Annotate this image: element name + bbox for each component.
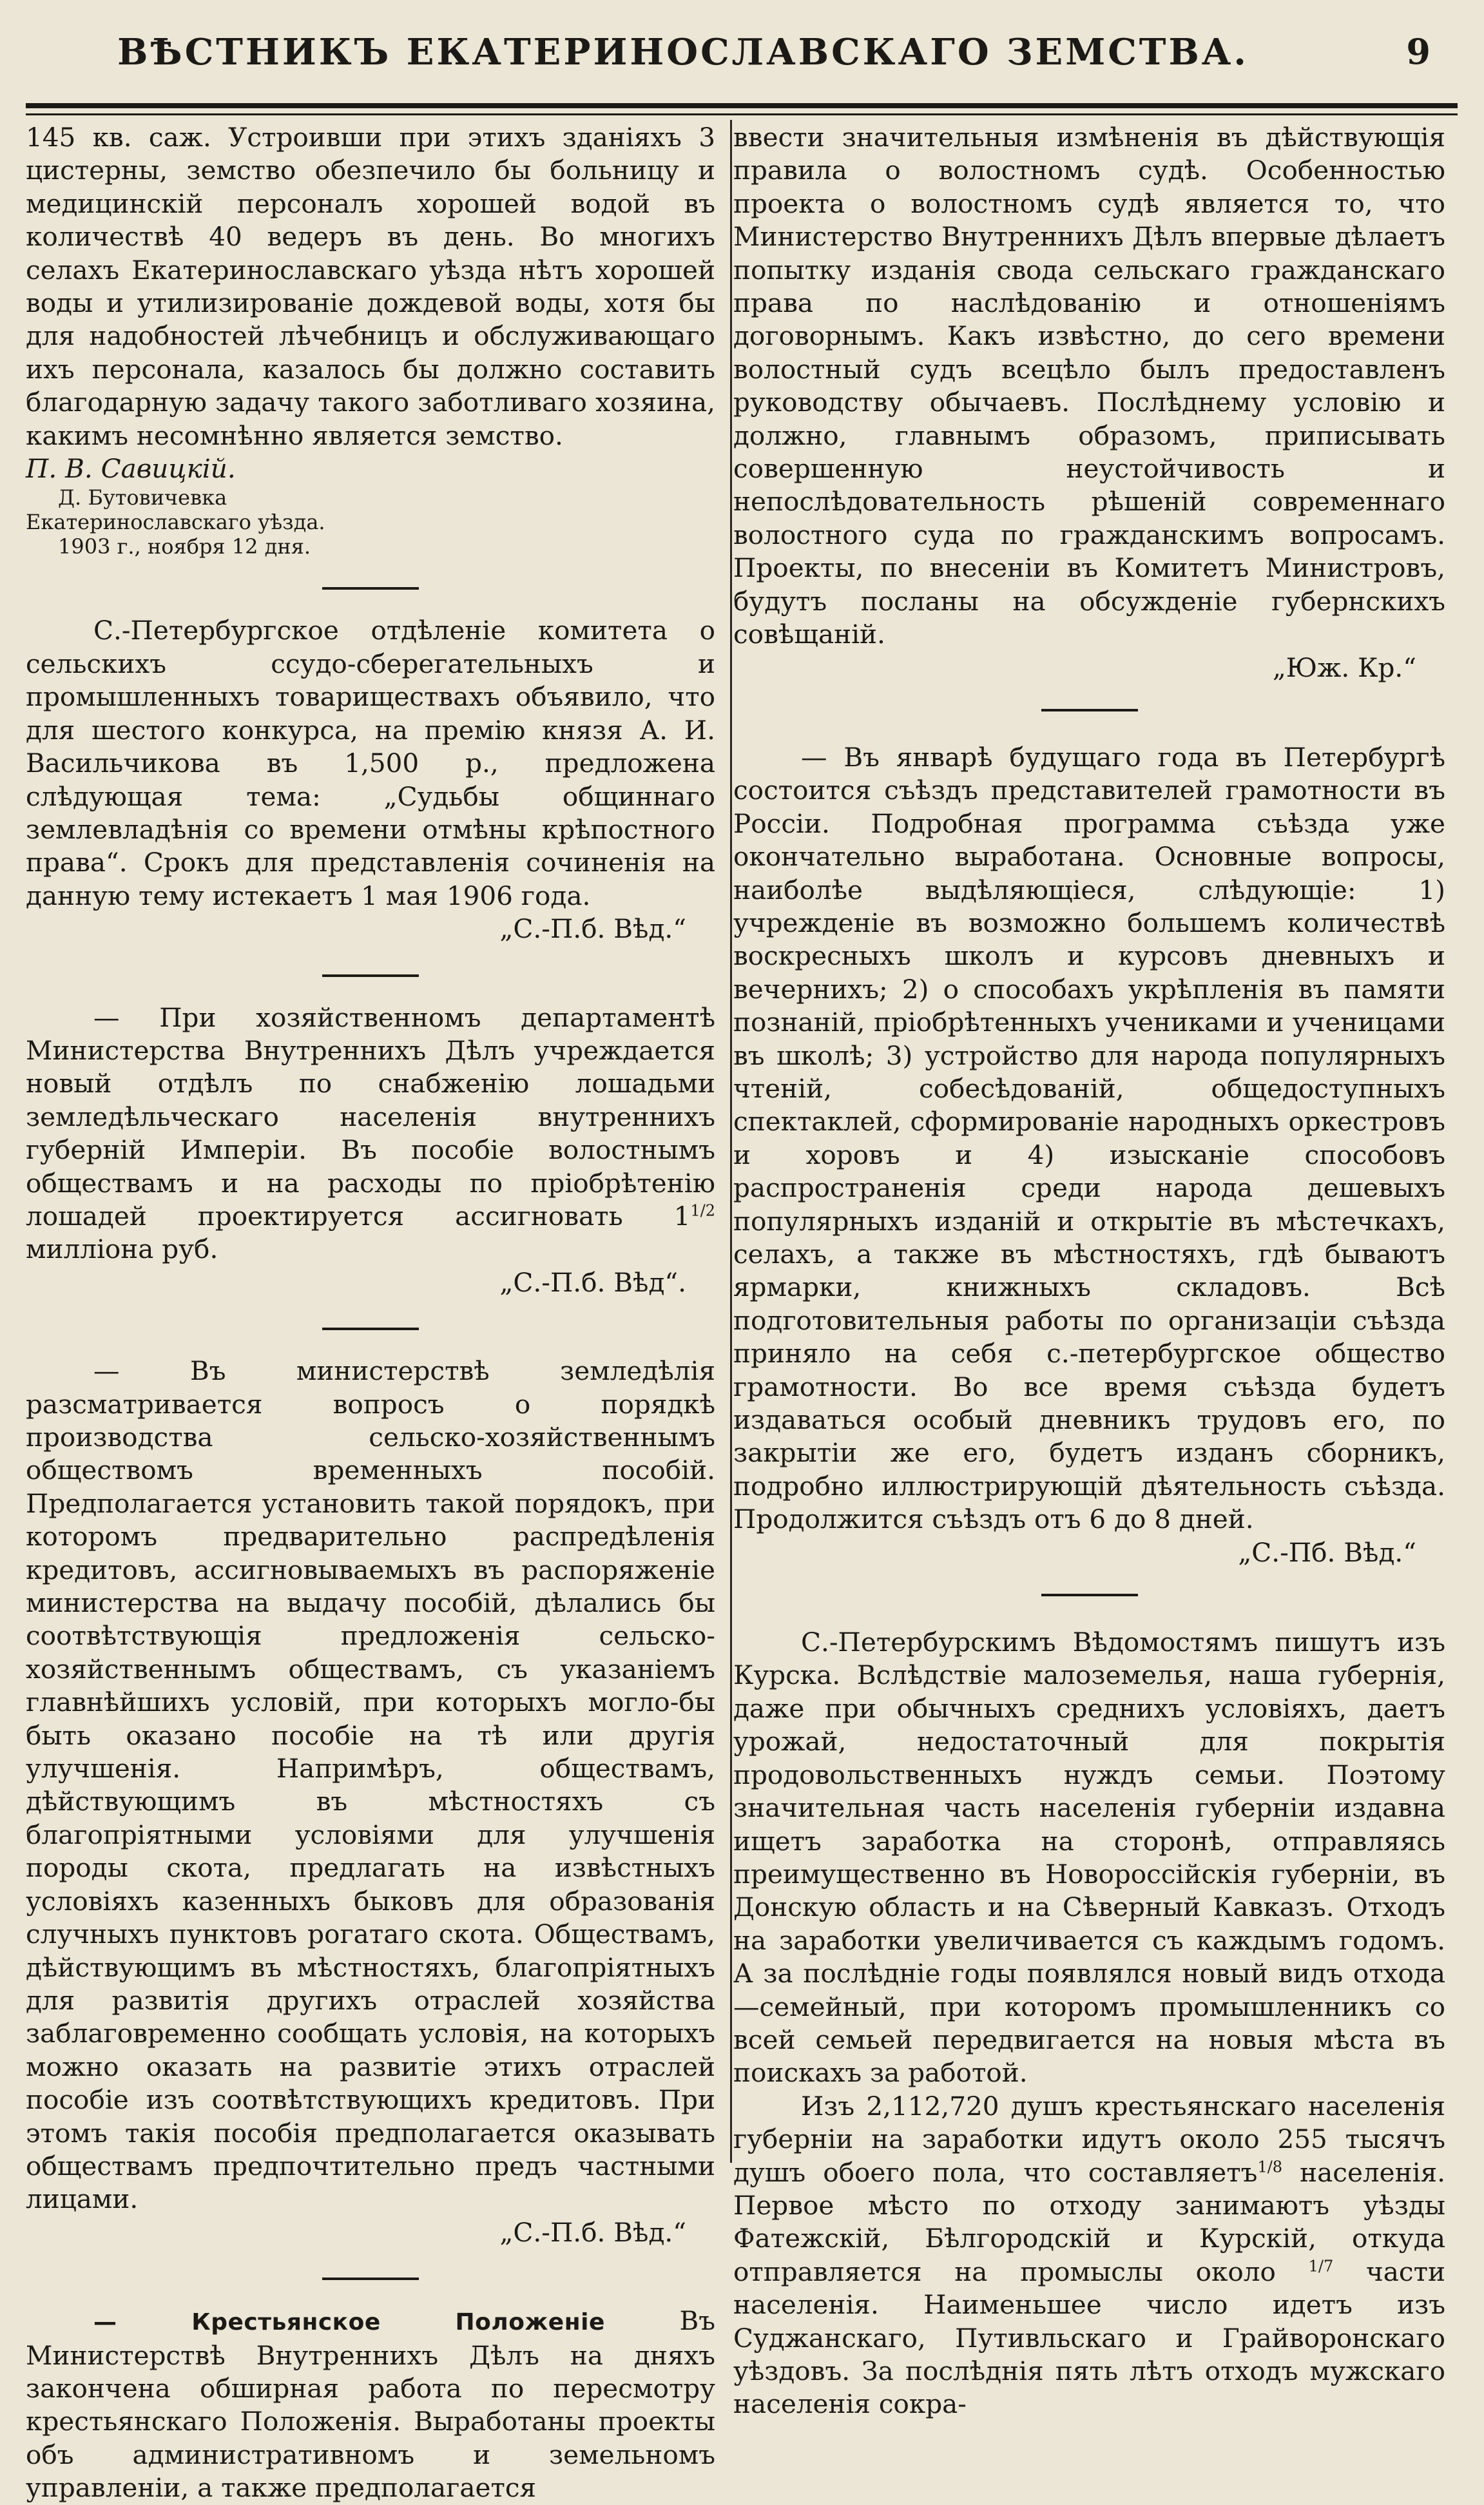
masthead (26, 26, 1456, 84)
article-text (26, 1001, 715, 1266)
article-text-part: части населенія. Наименьшее число идетъ изъ Суджанскаго, Путивльскаго и Грайворонскаго уѣздовъ. За послѣднія пять лѣтъ отходъ мужскаго населенія сокра- (733, 2256, 1445, 2420)
article-lead: — Крестьянское Положеніе (93, 2309, 605, 2336)
article-signature: П. В. Савицкій. (26, 453, 236, 485)
article-source: „С.-Пб. Вѣд.“ (1238, 1536, 1416, 1568)
article-text: 145 кв. саж. Устроивши при этихъ зданіяхъ 3 цистерны, земство обезпечило бы больницу и медицинскій персоналъ хорошей водой въ количествѣ 40 ведеръ въ день. Во многихъ селахъ Екатеринославскаго уѣзда нѣтъ хорошей воды и утилизированіе дождевой воды, хотя бы для надобностей лѣчебницъ и обслуживающаго ихъ персонала, казалось бы должно составить благодарную задачу такого заботливаго хозяина, какимъ несомнѣнно является земство. (26, 122, 715, 451)
article-text-part: милліона руб. (26, 1233, 218, 1265)
article-text (26, 2305, 715, 2504)
article-text-part: населенія. Первое мѣсто по отходу занимаютъ уѣзды Фатежскій, Бѣлгородскій и Курскій, откуда отправляется на промыслы около (733, 2156, 1445, 2287)
article-text-part: Въ Министерствѣ Внутреннихъ Дѣлъ на дняхъ закончена обширная работа по пересмотру крестьянскаго Положенія. Выработаны проекты объ административномъ и земельномъ управленіи, а также предполагается (26, 2305, 715, 2504)
dateline-date: 1903 г., ноября 12 дня. (58, 534, 311, 559)
fraction: 1/8 (1257, 2158, 1283, 2176)
header-rule-thin (26, 113, 1458, 115)
article-separator (1041, 1594, 1138, 1596)
left-column (26, 121, 715, 2505)
article-source: „С.-П.б. Вѣд.“ (499, 2216, 686, 2248)
dateline-place: Д. Бутовичевка (58, 485, 227, 510)
article-text: — Въ министерствѣ земледѣлія разсматривается вопросъ о порядкѣ производства сельско-хозяйственнымъ обществомъ временныхъ пособій. Предполагается установить такой порядокъ, при которомъ предварительно распредѣленія кредитовъ, ассигновываемыхъ въ распоряженіе министерства на выдачу пособій, дѣлались бы соотвѣтствующія предложенія сельско-хозяйственнымъ обществамъ, съ указаніемъ главнѣйшихъ условій, при которыхъ могло-бы быть оказано пособіе на тѣ или другія улучшенія. Напримѣръ, обществамъ, дѣйствующимъ въ мѣстностяхъ съ благопріятными условіями для улучшенія породы скота, предлагать на извѣстныхъ условіяхъ казенныхъ быковъ для образованія случныхъ пунктовъ рогатаго скота. Обществамъ, дѣйствующимъ въ мѣстностяхъ, благопріятныхъ для развитія другихъ отраслей хозяйства заблаговременно сообщать условія, на которыхъ можно оказать на развитіе этихъ отраслей пособіе изъ соотвѣтствующихъ кредитовъ. При этомъ такія пособія предполагается оказывать обществамъ предпочтительно предъ частными лицами. (26, 1355, 715, 2215)
fraction: 1/7 (1308, 2257, 1334, 2276)
article-text: С.-Петербурскимъ Вѣдомостямъ пишутъ изъ Курска. Вслѣдствіе малоземелья, наша губернія, даже при обычныхъ среднихъ условіяхъ, даетъ урожай, недостаточный для покрытія продовольственныхъ нуждъ семьи. Поэтому значительная часть населенія губерніи издавна ищетъ заработка на сторонѣ, отправляясь преимущественно въ Новороссійскія губерніи, въ Донскую область и на Сѣверный Кавказъ. Отходъ на заработки увеличивается съ каждымъ годомъ. А за послѣдніе годы появлялся новый видъ отхода—семейный, при которомъ промышленникъ со всей семьей передвигается на новыя мѣста въ поискахъ за работой. (733, 1627, 1445, 2089)
journal-title: ВѢСТНИКЪ ЕКАТЕРИНОСЛАВСКАГО ЗЕМСТВА. (117, 31, 1249, 73)
fraction: 1/2 (690, 1201, 715, 1220)
article-source: „С.-П.б. Вѣд“. (499, 1266, 686, 1298)
article-text: — Въ январѣ будущаго года въ Петербургѣ состоится съѣздъ представителей грамотности въ Россіи. Подробная программа съѣзда уже окончательно выработана. Основные вопросы, наиболѣе выдѣляющіеся, слѣдующіе: 1) учрежденіе въ возможно большемъ количествѣ воскресныхъ школъ и курсовъ дневныхъ и вечернихъ; 2) о способахъ укрѣпленія въ памяти познаній, пріобрѣтенныхъ учениками и ученицами въ школѣ; 3) устройство для народа популярныхъ чтеній, собесѣдованій, общедоступныхъ спектаклей, сформированіе народныхъ оркестровъ и хоровъ и 4) изысканіе способовъ распространенія среди народа дешевыхъ популярныхъ изданій и открытіе въ мѣстечкахъ, селахъ, а также въ мѣстностяхъ, гдѣ бываютъ ярмарки, книжныхъ складовъ. Всѣ подготовительныя работы по организаціи съѣзда приняло на себя с.-петербургское общество грамотности. Во все время съѣзда будетъ издаваться особый дневникъ трудовъ его, по закрытіи же его, будетъ изданъ сборникъ, подробно иллюстрирующій дѣятельность съѣзда. Продолжится съѣздъ отъ 6 до 8 дней. (733, 741, 1445, 1535)
article-separator (322, 587, 419, 590)
article-text: ввести значительныя измѣненія въ дѣйствующія правила о волостномъ судѣ. Особенностью проекта о волостномъ судѣ является то, что Министерство Внутреннихъ Дѣлъ впервые дѣлаетъ попытку изданія свода сельскаго гражданскаго права по наслѣдованію и отношеніямъ договорнымъ. Какъ извѣстно, до сего времени волостный судъ всецѣло былъ предоставленъ руководству обычаевъ. Послѣднему условію и должно, главнымъ образомъ, приписывать совершенную неустойчивость и непослѣдовательность рѣшеній современнаго волостного суда по гражданскимъ вопросамъ. Проекты, по внесеніи въ Комитетъ Министровъ, будутъ посланы на обсужденіе губернскихъ совѣщаній. (733, 122, 1445, 650)
article-text: С.-Петербургское отдѣленіе комитета о сельскихъ ссудо-сберегательныхъ и промышленныхъ товариществахъ объявило, что для шестого конкурса, на премію князя А. И. Васильчикова въ 1,500 р., предложена слѣдующая тема: „Судьбы общиннаго землевладѣнія со времени отмѣны крѣпостного права“. Срокъ для представленія сочиненія на данную тему истекаетъ 1 мая 1906 года. (26, 615, 715, 911)
article-text-part: — При хозяйственномъ департаментѣ Министерства Внутреннихъ Дѣлъ учреждается новый отдѣлъ по снабженію лошадьми земледѣльческаго населенія внутреннихъ губерній Имперіи. Въ пособіе волостнымъ обществамъ и на расходы по пріобрѣтенію лошадей проектируется ассигновать 1 (26, 1001, 715, 1232)
page-number: 9 (1406, 31, 1431, 72)
article-text (733, 2090, 1445, 2421)
header-rule-thick (26, 103, 1458, 108)
article-source: „Юж. Кр.“ (1272, 652, 1416, 683)
article-separator (322, 2278, 419, 2280)
article-separator (322, 974, 419, 977)
article-separator (1041, 709, 1138, 711)
article-source: „С.-П.б. Вѣд.“ (499, 913, 686, 945)
dateline-district: Екатеринославскаго уѣзда. (26, 510, 325, 535)
article-text-part: Изъ 2,112,720 душъ крестьянскаго населенія губерніи на заработки идутъ около 255 тысячъ душъ обоего пола, что составляетъ (733, 2090, 1445, 2188)
right-column (733, 121, 1445, 2421)
article-separator (322, 1328, 419, 1330)
column-divider (730, 120, 732, 2163)
